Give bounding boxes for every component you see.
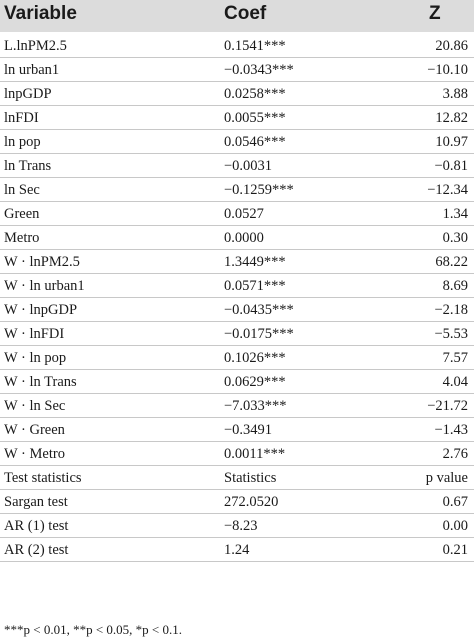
variable-cell: Metro <box>4 230 40 246</box>
header-coef: Coef <box>224 3 267 24</box>
variable-cell: lnFDI <box>4 110 39 126</box>
z-cell: 1.34 <box>442 206 468 222</box>
variable-cell: Green <box>4 206 40 222</box>
table-row <box>0 58 474 82</box>
variable-cell: W · ln Trans <box>4 374 77 390</box>
coef-cell: 0.0571*** <box>224 278 286 294</box>
table-row <box>0 394 474 418</box>
z-cell: 8.69 <box>442 278 468 294</box>
variable-cell: AR (1) test <box>4 518 69 534</box>
table-row <box>0 346 474 370</box>
significance-footnote <box>4 622 182 638</box>
table-row <box>0 34 474 58</box>
coef-cell: −0.1259*** <box>224 182 294 198</box>
coef-cell: Statistics <box>224 470 277 486</box>
coef-cell: −7.033*** <box>224 398 287 414</box>
table-row <box>0 322 474 346</box>
coef-cell: 0.0000 <box>224 230 264 246</box>
variable-cell: Sargan test <box>4 494 68 510</box>
coef-cell: 0.1026*** <box>224 350 286 366</box>
variable-cell: ln Trans <box>4 158 52 174</box>
table-row <box>0 130 474 154</box>
variable-cell: W · lnPM2.5 <box>4 254 80 270</box>
z-cell: 3.88 <box>442 86 468 102</box>
table-row <box>0 466 474 490</box>
variable-cell: W · ln urban1 <box>4 278 85 294</box>
z-cell: 12.82 <box>435 110 468 126</box>
coef-cell: 0.0546*** <box>224 134 286 150</box>
coef-cell: 1.3449*** <box>224 254 286 270</box>
variable-cell: L.lnPM2.5 <box>4 38 67 54</box>
table-row <box>0 226 474 250</box>
coef-cell: 0.1541*** <box>224 38 286 54</box>
z-cell: 0.00 <box>442 518 468 534</box>
z-cell: 0.21 <box>442 542 468 558</box>
z-cell: 68.22 <box>435 254 468 270</box>
z-cell: −1.43 <box>434 422 468 438</box>
coef-cell: −0.0343*** <box>224 62 294 78</box>
table-row <box>0 298 474 322</box>
coef-cell: 1.24 <box>224 542 250 558</box>
variable-cell: ln Sec <box>4 182 40 198</box>
coef-cell: 0.0055*** <box>224 110 286 126</box>
table-row <box>0 514 474 538</box>
z-cell: 0.67 <box>442 494 468 510</box>
variable-cell: AR (2) test <box>4 542 69 558</box>
table-row <box>0 250 474 274</box>
z-cell: −0.81 <box>434 158 468 174</box>
header-z: Z <box>429 3 441 24</box>
variable-cell: W · lnFDI <box>4 326 65 342</box>
coef-cell: −0.0175*** <box>224 326 294 342</box>
table-row <box>0 178 474 202</box>
z-cell: −5.53 <box>434 326 468 342</box>
variable-cell: ln urban1 <box>4 62 60 78</box>
header-variable: Variable <box>4 3 77 24</box>
z-cell: −21.72 <box>427 398 468 414</box>
coef-cell: 0.0258*** <box>224 86 286 102</box>
table-row <box>0 370 474 394</box>
variable-cell: W · Green <box>4 422 65 438</box>
variable-cell: W · lnpGDP <box>4 302 78 318</box>
table-row <box>0 538 474 562</box>
z-cell: −12.34 <box>427 182 468 198</box>
table-row <box>0 106 474 130</box>
footnote-text: ***p < 0.01, **p < 0.05, *p < 0.1. <box>4 622 182 637</box>
variable-cell: W · ln pop <box>4 350 67 366</box>
table-row <box>0 82 474 106</box>
table-row <box>0 274 474 298</box>
table-header <box>0 0 474 32</box>
variable-cell: lnpGDP <box>4 86 52 102</box>
coef-cell: 0.0629*** <box>224 374 286 390</box>
coef-cell: 0.0527 <box>224 206 264 222</box>
table-row <box>0 442 474 466</box>
z-cell: −2.18 <box>434 302 468 318</box>
variable-cell: W · ln Sec <box>4 398 66 414</box>
z-cell: p value <box>425 470 468 486</box>
coef-cell: −0.0435*** <box>224 302 294 318</box>
z-cell: 20.86 <box>435 38 468 54</box>
z-cell: −10.10 <box>427 62 468 78</box>
coef-cell: −0.3491 <box>224 422 273 438</box>
z-cell: 2.76 <box>442 446 468 462</box>
z-cell: 10.97 <box>435 134 468 150</box>
coef-cell: −8.23 <box>224 518 258 534</box>
coef-cell: −0.0031 <box>224 158 273 174</box>
table-row <box>0 202 474 226</box>
table-row <box>0 490 474 514</box>
variable-cell: W · Metro <box>4 446 65 462</box>
z-cell: 4.04 <box>442 374 468 390</box>
variable-cell: Test statistics <box>4 470 82 486</box>
table-row <box>0 418 474 442</box>
table-row <box>0 154 474 178</box>
coef-cell: 0.0011*** <box>224 446 286 462</box>
z-cell: 0.30 <box>442 230 468 246</box>
z-cell: 7.57 <box>442 350 468 366</box>
coef-cell: 272.0520 <box>224 494 279 510</box>
variable-cell: ln pop <box>4 134 41 150</box>
